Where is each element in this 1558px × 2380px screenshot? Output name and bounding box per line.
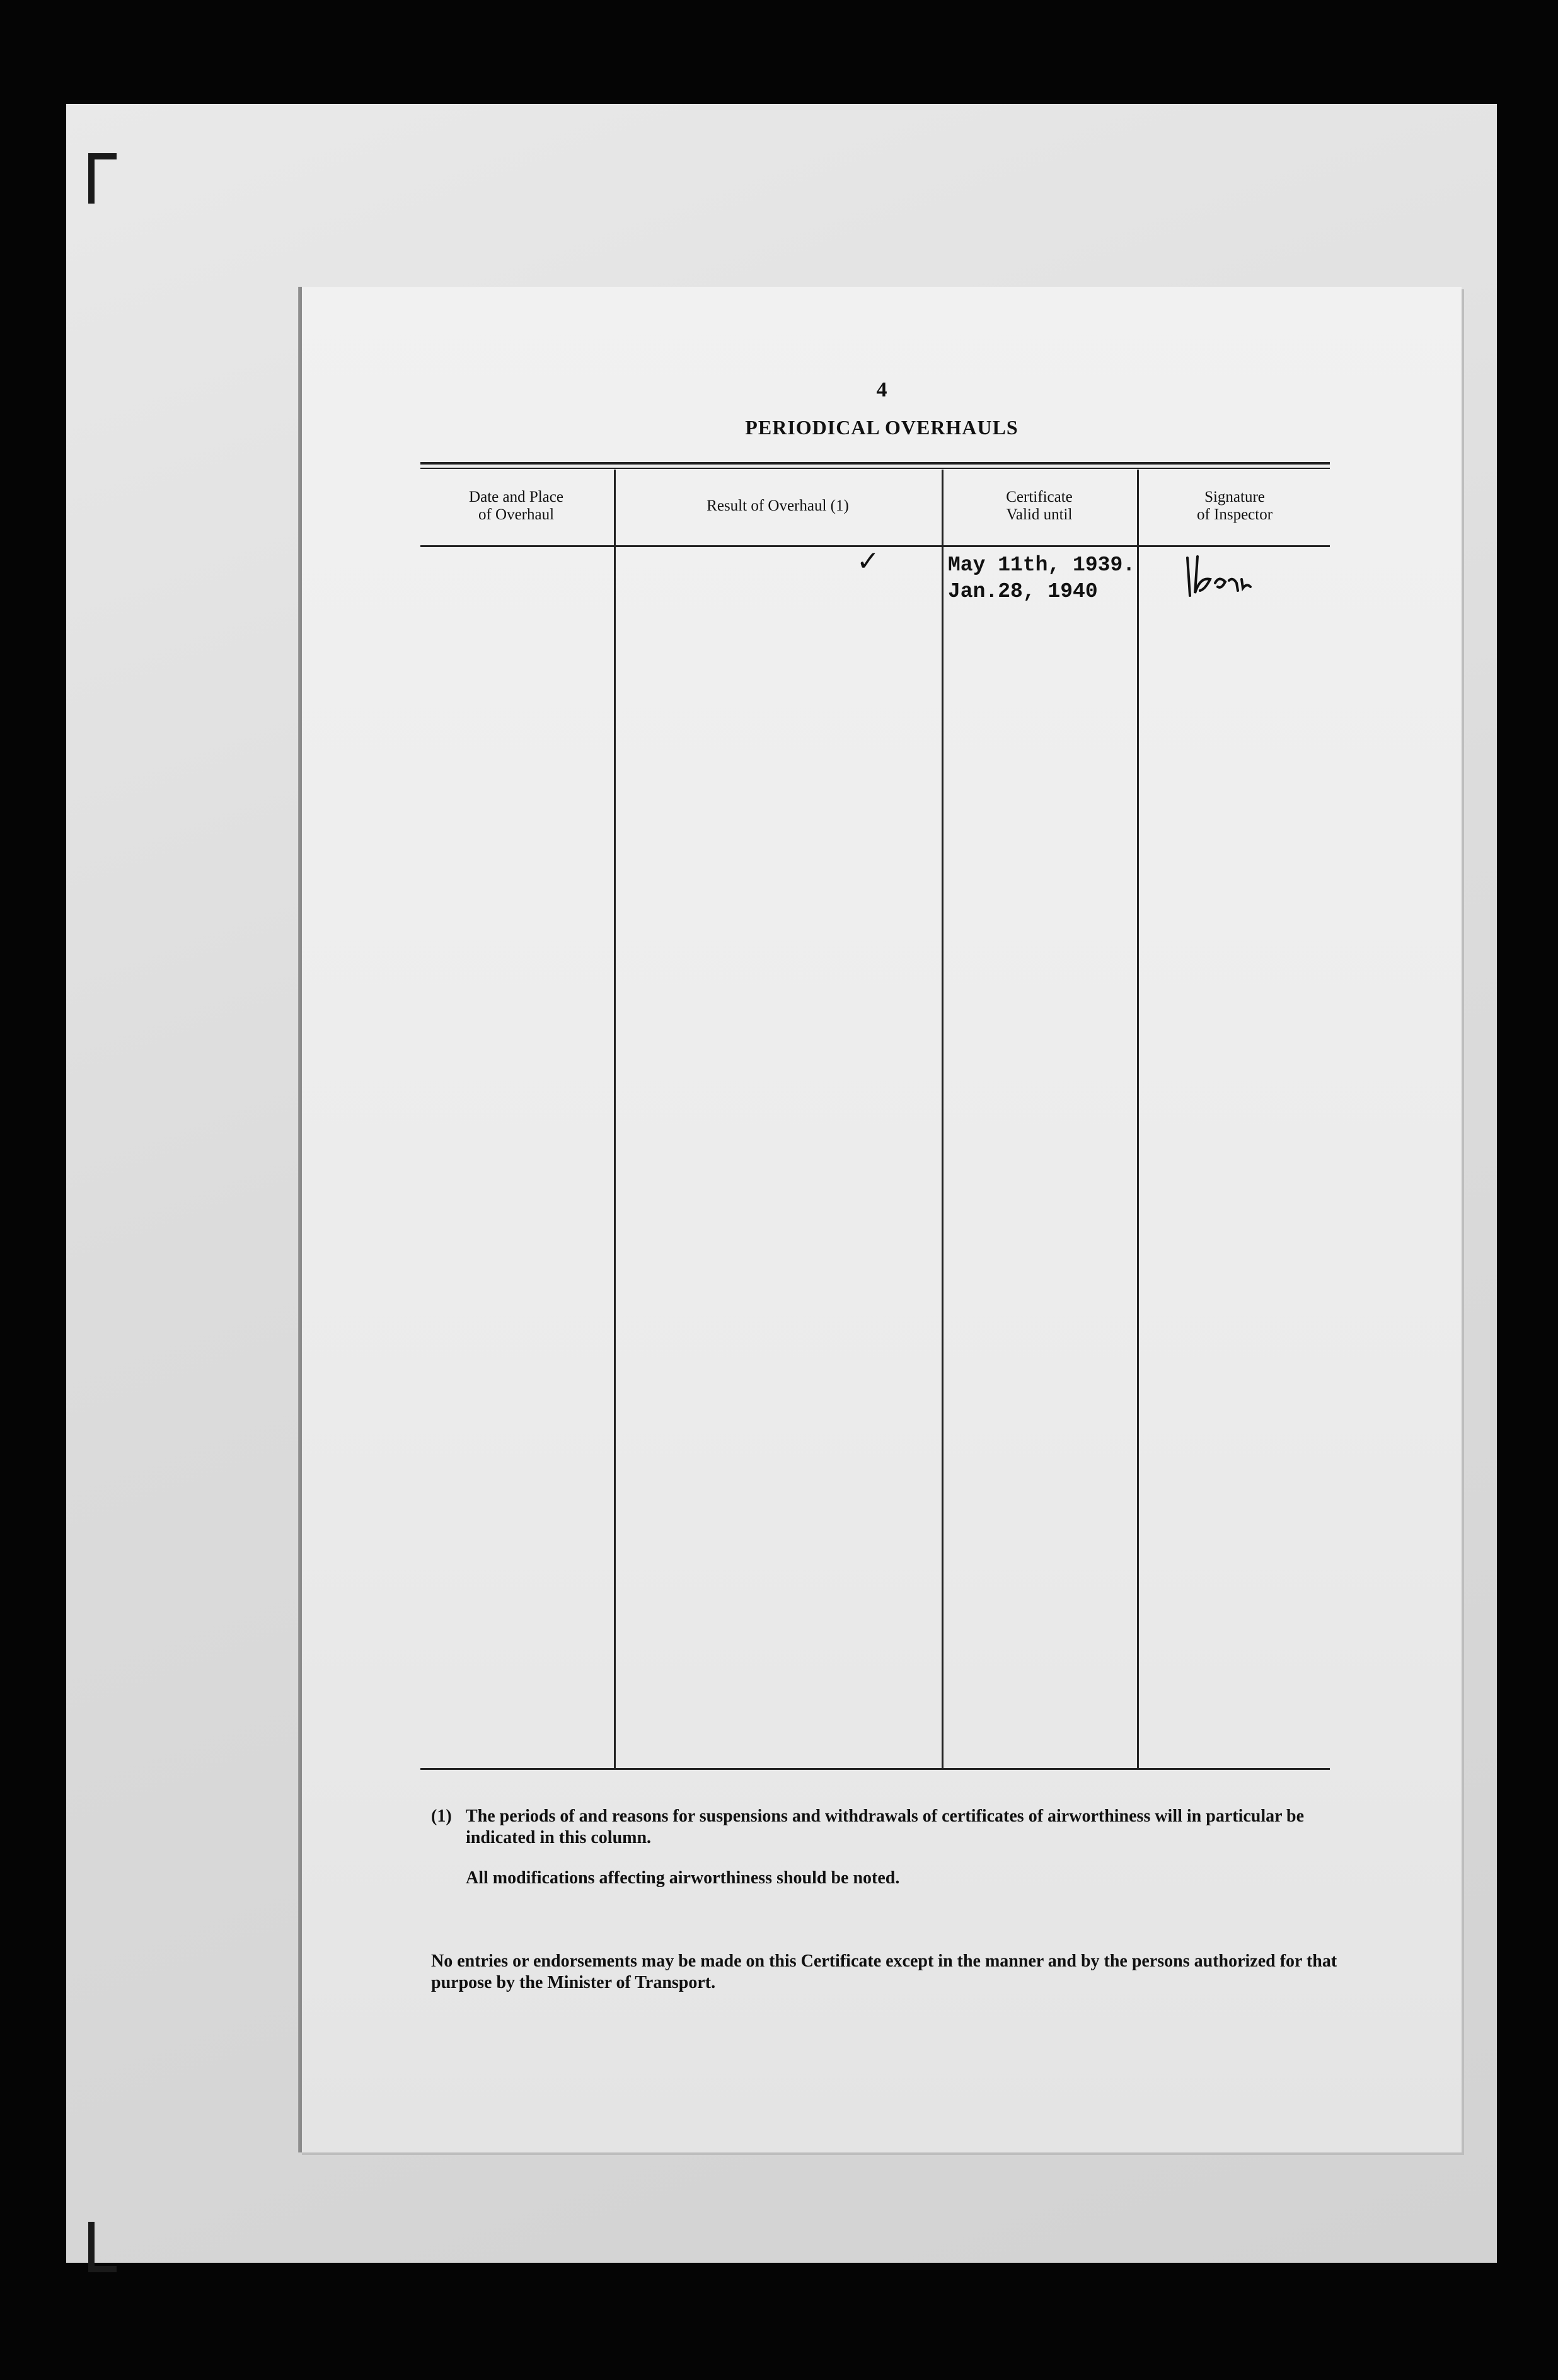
crop-mark-top-left-h <box>88 153 117 159</box>
header-date-place: Date and Place of Overhaul <box>469 488 563 523</box>
document-page <box>299 287 1462 2152</box>
footnote-1 <box>431 1806 1345 1849</box>
column-divider-3 <box>1137 470 1139 1768</box>
footnote-marker: (1) <box>431 1806 452 1826</box>
column-divider-1 <box>614 470 616 1768</box>
crop-mark-bottom-left-h <box>88 2266 117 2272</box>
result-checkmark: ✓ <box>857 546 880 577</box>
header-signature: Signature of Inspector <box>1196 488 1273 523</box>
column-divider-2 <box>942 470 943 1768</box>
header-certificate: Certificate Valid until <box>1006 488 1073 523</box>
footnote-1-text: The periods of and reasons for suspensions and withdrawals of certificates of airworthiness will in particular be indicated in this column. <box>466 1806 1305 1847</box>
table-top-rule <box>420 462 1330 465</box>
page-number: 4 <box>876 378 887 401</box>
crop-mark-bottom-left <box>88 2222 95 2272</box>
page-title: PERIODICAL OVERHAULS <box>745 416 1018 439</box>
table-top-rule-2 <box>420 468 1330 469</box>
footnote-2: All modifications affecting airworthiness should be noted. <box>466 1868 900 1888</box>
valid-until-entry-2: Jan.28, 1940 <box>948 580 1098 603</box>
header-result: Result of Overhaul (1) <box>707 497 849 514</box>
crop-mark-top-left <box>88 153 95 204</box>
valid-until-entry-1: May 11th, 1939. <box>948 553 1136 577</box>
inspector-signature <box>1181 552 1257 602</box>
footnote-3: No entries or endorsements may be made on this Certificate except in the manner and by the persons authorized for that purpose by the Minister of Transport. <box>431 1951 1337 1992</box>
table-bottom-rule <box>420 1768 1330 1770</box>
